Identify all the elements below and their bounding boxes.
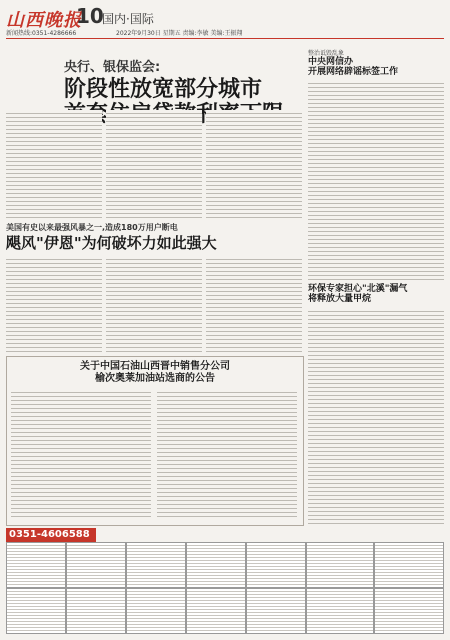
- right-story2-body: [308, 308, 444, 524]
- notice-box: [6, 356, 304, 526]
- story2-headline: 飓风"伊恩"为何破坏力如此强大: [6, 234, 217, 252]
- ad-cell: [306, 542, 374, 588]
- story2-headline-block: [6, 222, 302, 252]
- ad-cell: [6, 542, 66, 588]
- newspaper-logo: 山西晚报: [6, 10, 82, 31]
- story2-body-col1: [6, 256, 102, 352]
- story2-kicker: 美国有史以来最强风暴之一,造成180万用户断电: [6, 223, 178, 232]
- lead-story-body-col3: [206, 110, 302, 220]
- notice-title-2: 榆次奥莱加油站选商的公告: [95, 372, 215, 384]
- lead-story-body-col1: [6, 110, 102, 220]
- notice-body-col2: [157, 389, 297, 519]
- notice-title-1: 关于中国石油山西晋中销售分公司: [80, 361, 230, 372]
- classifieds-area: [6, 542, 444, 634]
- ad-cell: [186, 588, 246, 634]
- classifieds-phone: 0351-4606588: [6, 528, 96, 542]
- ad-cell: [66, 588, 126, 634]
- ad-cell: [246, 588, 306, 634]
- ad-cell: [246, 542, 306, 588]
- lead-story-kicker: 央行、银保监会:: [64, 60, 161, 75]
- section-name: 国内·国际: [102, 12, 154, 26]
- story2-body-col2: [106, 256, 202, 352]
- right-story1-headline-1: 中央网信办: [308, 57, 354, 67]
- ad-cell: [66, 542, 126, 588]
- right-story2-headline-block: [308, 284, 444, 305]
- ad-cell: [126, 588, 186, 634]
- right-story1-headline-2: 开展网络辟谣标签工作: [308, 67, 399, 78]
- notice-body-col1: [11, 389, 151, 519]
- page-number: 10: [76, 4, 104, 28]
- ad-cell: [186, 542, 246, 588]
- ad-cell: [126, 542, 186, 588]
- ad-cell: [374, 542, 444, 588]
- ad-cell: [374, 588, 444, 634]
- masthead: [6, 4, 444, 39]
- right-story1-kicker: 整治诋毁乱象: [308, 50, 345, 57]
- lead-story-body-col2: [106, 110, 202, 220]
- right-story2-headline-1: 环保专家担心"北溪"漏气: [308, 284, 408, 294]
- right-story2-headline-2: 将释放大量甲烷: [308, 294, 372, 305]
- ad-cell: [306, 588, 374, 634]
- dateline: 2022年9月30日 星期五 责编:李敏 美编:王振翔: [116, 30, 243, 37]
- lead-story-headline-1: 阶段性放宽部分城市: [64, 77, 263, 102]
- hotline: 新闻热线:0351-4286666: [6, 30, 77, 37]
- story2-body-col3: [206, 256, 302, 352]
- right-story1-body: [308, 80, 444, 280]
- ad-cell: [6, 588, 66, 634]
- right-column: [308, 48, 444, 78]
